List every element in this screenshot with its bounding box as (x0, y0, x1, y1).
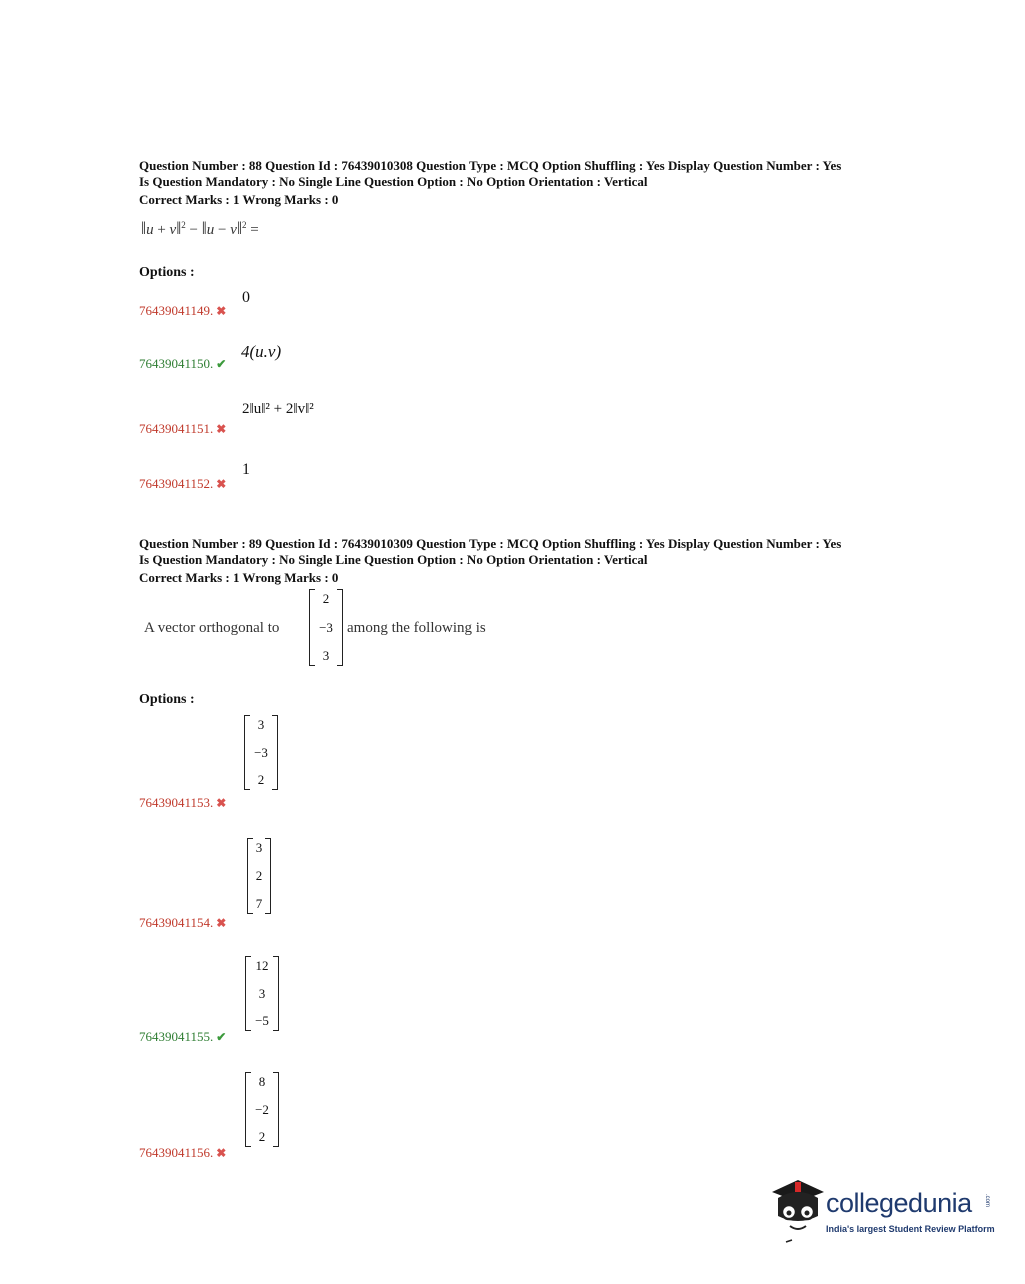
q89-meta-line-2: Is Question Mandatory : No Single Line Question Option : No Option Orientation : Vertical (139, 552, 648, 567)
vector-entry: 3 (258, 985, 266, 1001)
logo-tagline: India's largest Student Review Platform (826, 1224, 995, 1234)
vector-entry: 3 (322, 648, 330, 663)
vector-entry: −5 (255, 1013, 269, 1028)
cross-icon: ✖ (216, 916, 227, 930)
q89-meta-line-1: Question Number : 89 Question Id : 76439010309 Question Type : MCQ Option Shuffling : Yes Display Question Number : Yes (139, 536, 842, 551)
cross-icon: ✖ (216, 477, 227, 491)
vector-entry: 7 (255, 896, 263, 911)
q89-option-1-vector (244, 715, 278, 790)
q88-option-1-content: 0 (242, 289, 250, 306)
q88-option-3-content: 2‖u‖² + 2‖v‖² (242, 401, 314, 417)
logo-wordmark: collegedunia (826, 1188, 972, 1218)
cross-icon: ✖ (216, 304, 227, 318)
vector-entry: 3 (255, 840, 263, 855)
q89-question-vector (309, 589, 343, 666)
cross-icon: ✖ (216, 1146, 227, 1160)
q88-option-2-content: 4(u.v) (241, 342, 282, 361)
q88-question-formula: ‖u + v‖$^2$ − ‖u − v‖$^2$ = (141, 218, 259, 238)
cross-icon: ✖ (216, 796, 227, 810)
q89-option-1-id[interactable]: 76439041153. ✖ (139, 795, 227, 810)
vector-entry: −3 (254, 744, 268, 760)
collegedunia-logo[interactable] (768, 1176, 998, 1246)
q88-option-1-id[interactable]: 76439041149. ✖ (139, 303, 227, 318)
logo-suffix: .com (984, 1194, 990, 1208)
q88-option-3-id[interactable]: 76439041151. ✖ (139, 421, 227, 436)
vector-entry: −2 (255, 1101, 269, 1117)
vector-entry: 2 (257, 772, 265, 787)
vector-entry: 8 (258, 1074, 266, 1089)
q89-option-2-id[interactable]: 76439041154. ✖ (139, 915, 227, 930)
graduate-mascot-icon (768, 1176, 828, 1246)
q88-options-label: Options : (139, 265, 195, 280)
vector-entry: 3 (257, 717, 265, 732)
q89-option-4-id[interactable]: 76439041156. ✖ (139, 1145, 227, 1160)
q89-marks: Correct Marks : 1 Wrong Marks : 0 (139, 570, 339, 585)
q89-option-3-id[interactable]: 76439041155. ✔ (139, 1029, 227, 1044)
check-icon: ✔ (216, 1030, 227, 1044)
vector-entry: 2 (322, 591, 330, 606)
q88-meta-line-1: Question Number : 88 Question Id : 76439010308 Question Type : MCQ Option Shuffling : Yes Display Question Number : Yes (139, 158, 842, 173)
vector-entry: −3 (319, 619, 333, 635)
q89-options-label: Options : (139, 692, 195, 707)
vector-entry: 2 (255, 868, 263, 883)
q89-question-suffix: among the following is (347, 620, 486, 636)
q89-option-3-vector (245, 956, 279, 1031)
q89-option-2-vector (247, 838, 271, 914)
q88-marks: Correct Marks : 1 Wrong Marks : 0 (139, 192, 339, 207)
vector-entry: 12 (255, 958, 269, 973)
q89-question-prefix: A vector orthogonal to (144, 620, 280, 636)
check-icon: ✔ (216, 357, 227, 371)
q88-option-2-id[interactable]: 76439041150. ✔ (139, 356, 227, 371)
vector-entry: 2 (258, 1129, 266, 1144)
cross-icon: ✖ (216, 422, 227, 436)
q88-option-4-id[interactable]: 76439041152. ✖ (139, 476, 227, 491)
q88-meta-line-2: Is Question Mandatory : No Single Line Question Option : No Option Orientation : Vertical (139, 174, 648, 189)
q88-option-4-content: 1 (242, 461, 250, 478)
q89-option-4-vector (245, 1072, 279, 1147)
